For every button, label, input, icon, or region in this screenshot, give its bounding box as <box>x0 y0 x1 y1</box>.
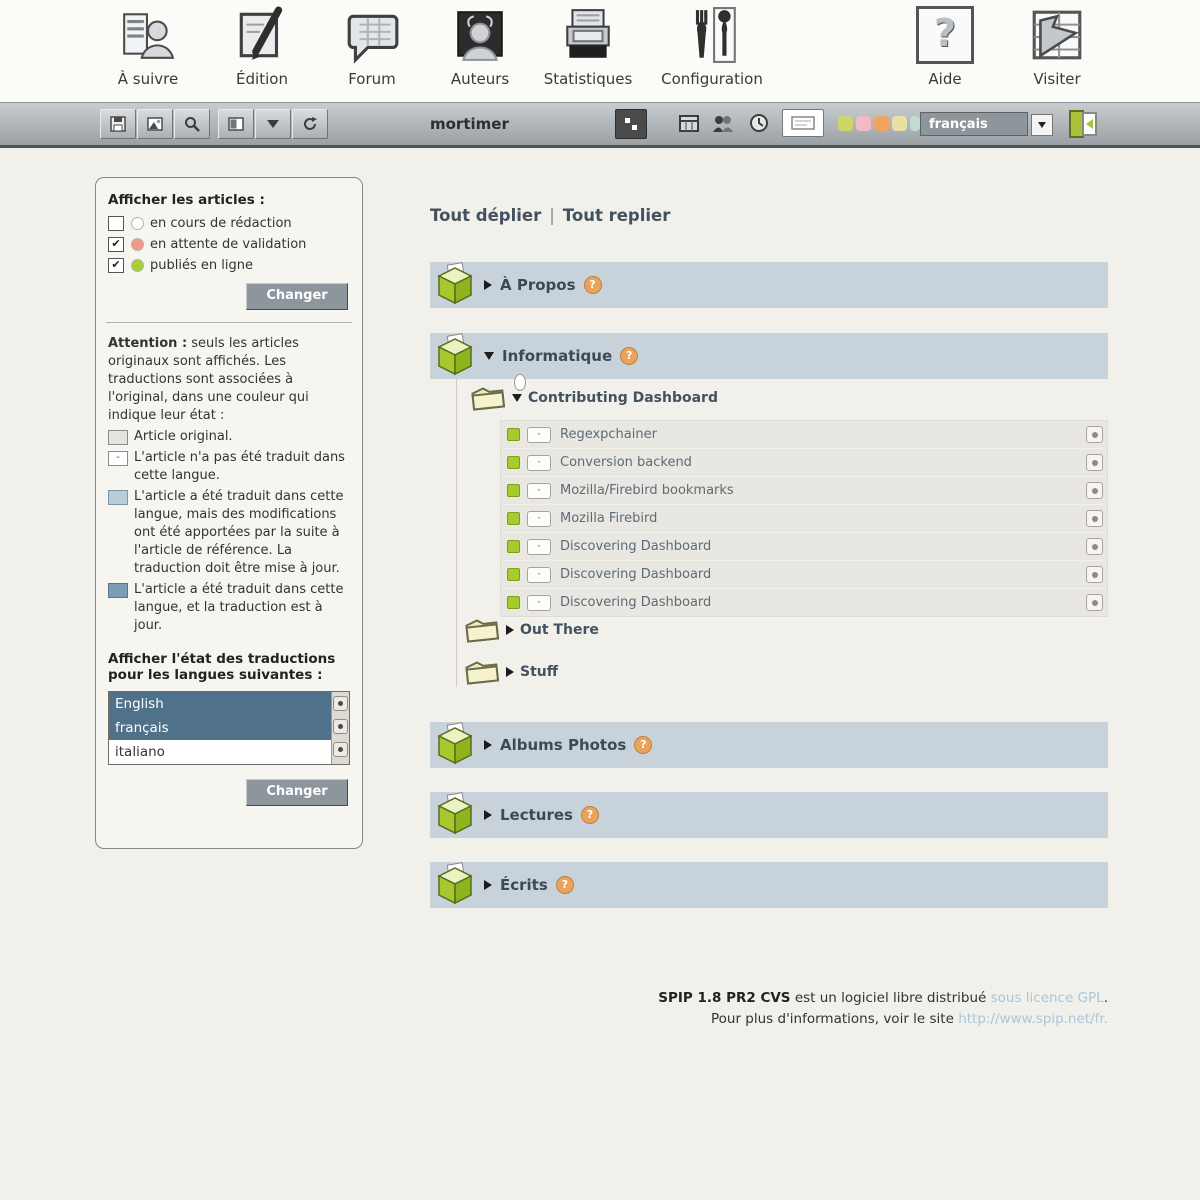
footer-line-2 <box>430 1009 1108 1030</box>
edit-article-button[interactable] <box>1086 594 1103 611</box>
rubrique-stuff[interactable] <box>464 658 564 686</box>
rubrique-cube-icon <box>432 262 478 308</box>
swatch-outdated-icon <box>108 490 128 505</box>
username-label: mortimer <box>430 115 509 133</box>
legend-label: Article original. <box>134 429 233 444</box>
published-bullet-icon <box>507 540 520 553</box>
attention-title: Attention : <box>108 336 188 351</box>
refresh-icon <box>302 116 318 132</box>
printer-chart-icon <box>559 6 617 64</box>
legend-uptodate <box>108 581 350 635</box>
pencil-icon <box>1092 488 1098 494</box>
folder-icon <box>469 382 508 414</box>
interface-language-select[interactable]: français <box>920 112 1028 136</box>
authors-mini-icon[interactable] <box>712 112 734 134</box>
nav-statistiques[interactable] <box>533 6 643 88</box>
sidebar-panel <box>95 177 363 849</box>
spip-site-link[interactable]: http://www.spip.net/fr. <box>958 1011 1108 1027</box>
folder-icon <box>463 614 502 646</box>
triangle-right-icon[interactable] <box>484 280 492 290</box>
translation-status-box[interactable]: - <box>527 511 551 527</box>
status-green-dot <box>131 259 144 272</box>
published-bullet-icon <box>507 428 520 441</box>
section-title[interactable]: Écrits <box>500 876 548 894</box>
nav-auteurs[interactable] <box>425 6 535 88</box>
help-icon[interactable]: ? <box>556 876 574 894</box>
preview-button[interactable] <box>218 109 254 139</box>
checkbox-unchecked[interactable] <box>108 216 124 231</box>
filter-apply-button[interactable]: Changer <box>246 283 348 310</box>
pencil-icon <box>1092 544 1098 550</box>
nav-forum[interactable] <box>317 6 427 88</box>
tools-icon <box>683 6 741 64</box>
triangle-down-icon <box>1038 122 1046 128</box>
folder-icon <box>463 656 502 688</box>
legend-label: L'article a été traduit dans cette langue, mais des modifications ont été apportées par la suite à l'article de référence. La traduction doit être mise à jour. <box>134 489 344 576</box>
status-dot-pink[interactable] <box>856 116 871 131</box>
article-row <box>501 561 1107 589</box>
article-row <box>501 477 1107 505</box>
checkbox-checked[interactable]: ✔ <box>108 237 124 252</box>
filter-option-label: publiés en ligne <box>150 258 253 273</box>
article-title[interactable]: Discovering Dashboard <box>560 539 712 554</box>
rubrique-contributing-dashboard[interactable] <box>470 384 724 412</box>
translation-status-box[interactable]: - <box>527 455 551 471</box>
triangle-right-icon[interactable] <box>506 625 514 635</box>
swatch-untranslated-icon: - <box>108 451 128 466</box>
rubrique-cube-icon <box>432 792 478 838</box>
filter-option-label: en cours de rédaction <box>150 216 292 231</box>
section-albums-photos[interactable] <box>430 722 1108 768</box>
scroll-thumb[interactable] <box>333 719 348 734</box>
footer-period: . <box>1103 990 1108 1006</box>
floppy-icon <box>110 116 126 132</box>
speech-bubble-icon <box>343 6 401 64</box>
legend-label: L'article a été traduit dans cette langue, et la traduction est à jour. <box>134 582 344 633</box>
edit-article-button[interactable] <box>1086 510 1103 527</box>
triangle-right-icon[interactable] <box>484 810 492 820</box>
calendar-icon[interactable] <box>678 112 700 134</box>
license-link[interactable]: sous licence GPL <box>990 990 1104 1006</box>
checkbox-checked[interactable]: ✔ <box>108 258 124 273</box>
pencil-icon <box>1092 432 1098 438</box>
triangle-down-icon[interactable] <box>484 352 494 360</box>
published-bullet-icon <box>507 456 520 469</box>
nav-label[interactable]: Édition <box>236 70 288 88</box>
rubrique-cube-icon <box>432 862 478 908</box>
translation-language-list <box>108 691 350 765</box>
section-lectures[interactable] <box>430 792 1108 838</box>
published-bullet-icon <box>507 512 520 525</box>
nav-a-suivre[interactable] <box>93 6 203 88</box>
edit-article-button[interactable] <box>1086 538 1103 555</box>
status-dot-yellow[interactable] <box>892 116 907 131</box>
article-row <box>501 533 1107 561</box>
save-button[interactable] <box>100 109 136 139</box>
expand-all-link[interactable]: Tout déplier <box>430 206 542 225</box>
knob-icon <box>338 724 343 729</box>
section-informatique[interactable] <box>430 333 1108 379</box>
status-white-dot <box>131 217 144 230</box>
language-option-english[interactable]: English <box>109 692 332 716</box>
message-icon <box>791 116 815 130</box>
translation-status-box[interactable]: - <box>527 539 551 555</box>
help-icon[interactable]: ? <box>584 276 602 294</box>
nav-aide[interactable] <box>890 6 1000 88</box>
section-a-propos[interactable] <box>430 262 1108 308</box>
triangle-right-icon[interactable] <box>484 740 492 750</box>
nav-label[interactable]: Configuration <box>661 70 763 88</box>
article-title[interactable]: Discovering Dashboard <box>560 595 712 610</box>
picture-icon <box>228 116 244 132</box>
scroll-up-button[interactable] <box>333 696 348 711</box>
edit-article-button[interactable] <box>1086 482 1103 499</box>
attention-paragraph <box>108 335 350 425</box>
filter-option-validation <box>108 237 350 252</box>
triangle-down-icon[interactable] <box>512 394 522 402</box>
published-bullet-icon <box>507 484 520 497</box>
knob-icon <box>338 747 343 752</box>
help-icon[interactable]: ? <box>620 347 638 365</box>
sidebar-divider <box>106 322 352 323</box>
legend-original <box>108 428 350 446</box>
section-title[interactable]: Informatique <box>502 347 613 365</box>
pencil-icon <box>1092 572 1098 578</box>
published-bullet-icon <box>507 568 520 581</box>
person-list-icon <box>119 6 177 64</box>
nav-label[interactable]: À suivre <box>117 70 179 88</box>
pencil-icon <box>1092 516 1098 522</box>
translations-apply-button[interactable]: Changer <box>246 779 348 806</box>
pencil-icon <box>1092 600 1098 606</box>
swatch-uptodate-icon <box>108 583 128 598</box>
rubrique-out-there[interactable] <box>464 616 605 644</box>
article-row <box>501 449 1107 477</box>
attention-intro: seuls les articles originaux sont affichés. Les traductions sont associées à l'original, dans une couleur qui indique leur état : <box>108 336 309 423</box>
section-title[interactable]: Lectures <box>500 806 573 824</box>
swatch-original-icon <box>108 430 128 445</box>
pencil-page-icon <box>233 6 291 64</box>
spip-version: SPIP 1.8 PR2 CVS <box>658 990 791 1006</box>
pin-icon <box>514 374 526 391</box>
edit-article-button[interactable] <box>1086 426 1103 443</box>
published-bullet-icon <box>507 596 520 609</box>
translation-status-box[interactable]: - <box>527 595 551 611</box>
nav-edition[interactable] <box>207 6 317 88</box>
footer-info-text: Pour plus d'informations, voir le site <box>710 1011 959 1027</box>
status-red-dot <box>131 238 144 251</box>
article-title[interactable]: Regexpchainer <box>560 427 657 442</box>
theme-toggle-button[interactable] <box>615 109 647 139</box>
pencil-icon <box>1092 460 1098 466</box>
question-mark-icon: ? <box>916 6 974 64</box>
edit-article-button[interactable] <box>1086 566 1103 583</box>
filter-option-publies <box>108 258 350 273</box>
legend-untranslated <box>108 449 350 485</box>
translations-title: Afficher l'état des traductions pour les langues suivantes : <box>108 651 336 683</box>
rubrique-title[interactable]: Stuff <box>520 664 559 680</box>
help-icon[interactable]: ? <box>581 806 599 824</box>
triangle-right-icon[interactable] <box>506 667 514 677</box>
article-row <box>501 421 1107 449</box>
footer-line-1 <box>430 988 1108 1009</box>
toolbar <box>0 102 1200 148</box>
chevron-down-icon <box>265 116 281 132</box>
image-icon <box>147 116 163 132</box>
search-button[interactable] <box>174 109 210 139</box>
status-dot-teal[interactable] <box>910 116 920 131</box>
translation-status-box[interactable]: - <box>527 567 551 583</box>
article-title[interactable]: Discovering Dashboard <box>560 567 712 582</box>
language-select-arrow-button[interactable] <box>1031 114 1053 136</box>
language-option-francais[interactable]: français <box>109 716 332 740</box>
footer <box>430 988 1108 1030</box>
scroll-down-button[interactable] <box>333 742 348 757</box>
rubrique-cube-icon <box>432 722 478 768</box>
legend-label: L'article n'a pas été traduit dans cette langue. <box>134 450 345 483</box>
translation-status-box[interactable]: - <box>527 483 551 499</box>
legend-outdated <box>108 488 350 578</box>
image-button[interactable] <box>137 109 173 139</box>
section-title[interactable]: À Propos <box>500 276 576 294</box>
list-scrollbar[interactable] <box>331 692 349 764</box>
nav-label[interactable]: Statistiques <box>543 70 633 88</box>
arrow-visit-icon <box>1028 6 1086 64</box>
article-title[interactable]: Conversion backend <box>560 455 692 470</box>
links-separator: | <box>549 206 555 225</box>
article-title[interactable]: Mozilla Firebird <box>560 511 658 526</box>
clock-icon[interactable] <box>748 112 770 134</box>
logout-door-icon[interactable] <box>1068 110 1100 138</box>
expand-collapse-links <box>430 206 670 225</box>
language-option-italiano[interactable]: italiano <box>115 744 165 760</box>
article-title[interactable]: Mozilla/Firebird bookmarks <box>560 483 734 498</box>
top-nav-band <box>0 0 1200 102</box>
status-dot-green[interactable] <box>838 116 853 131</box>
tree-line <box>456 379 457 687</box>
knob-icon <box>338 701 343 706</box>
filter-option-redaction <box>108 216 350 231</box>
edit-article-button[interactable] <box>1086 454 1103 471</box>
triangle-right-icon[interactable] <box>484 880 492 890</box>
nav-label[interactable]: Aide <box>928 70 962 88</box>
nav-label[interactable]: Visiter <box>1033 70 1081 88</box>
filter-title: Afficher les articles : <box>108 192 265 208</box>
nav-configuration[interactable] <box>657 6 767 88</box>
footer-text: est un logiciel libre distribué <box>790 990 991 1006</box>
section-title[interactable]: Albums Photos <box>500 736 627 754</box>
help-icon[interactable]: ? <box>634 736 652 754</box>
nav-visiter[interactable] <box>1002 6 1112 88</box>
messages-button[interactable] <box>782 109 824 137</box>
article-list <box>500 420 1108 617</box>
rubrique-title[interactable]: Contributing Dashboard <box>528 390 718 406</box>
nav-label[interactable]: Forum <box>348 70 396 88</box>
translation-status-box[interactable]: - <box>527 427 551 443</box>
section-ecrits[interactable] <box>430 862 1108 908</box>
expand-menu-button[interactable] <box>255 109 291 139</box>
rubrique-cube-icon <box>432 333 478 379</box>
article-row <box>501 589 1107 616</box>
filter-option-label: en attente de validation <box>150 237 307 252</box>
contrast-icon <box>623 116 639 132</box>
refresh-button[interactable] <box>292 109 328 139</box>
collapse-all-link[interactable]: Tout replier <box>562 206 671 225</box>
status-dot-orange[interactable] <box>874 116 889 131</box>
person-dark-icon <box>451 6 509 64</box>
article-row <box>501 505 1107 533</box>
search-icon <box>184 116 200 132</box>
rubrique-title[interactable]: Out There <box>520 622 599 638</box>
nav-label[interactable]: Auteurs <box>450 70 510 88</box>
